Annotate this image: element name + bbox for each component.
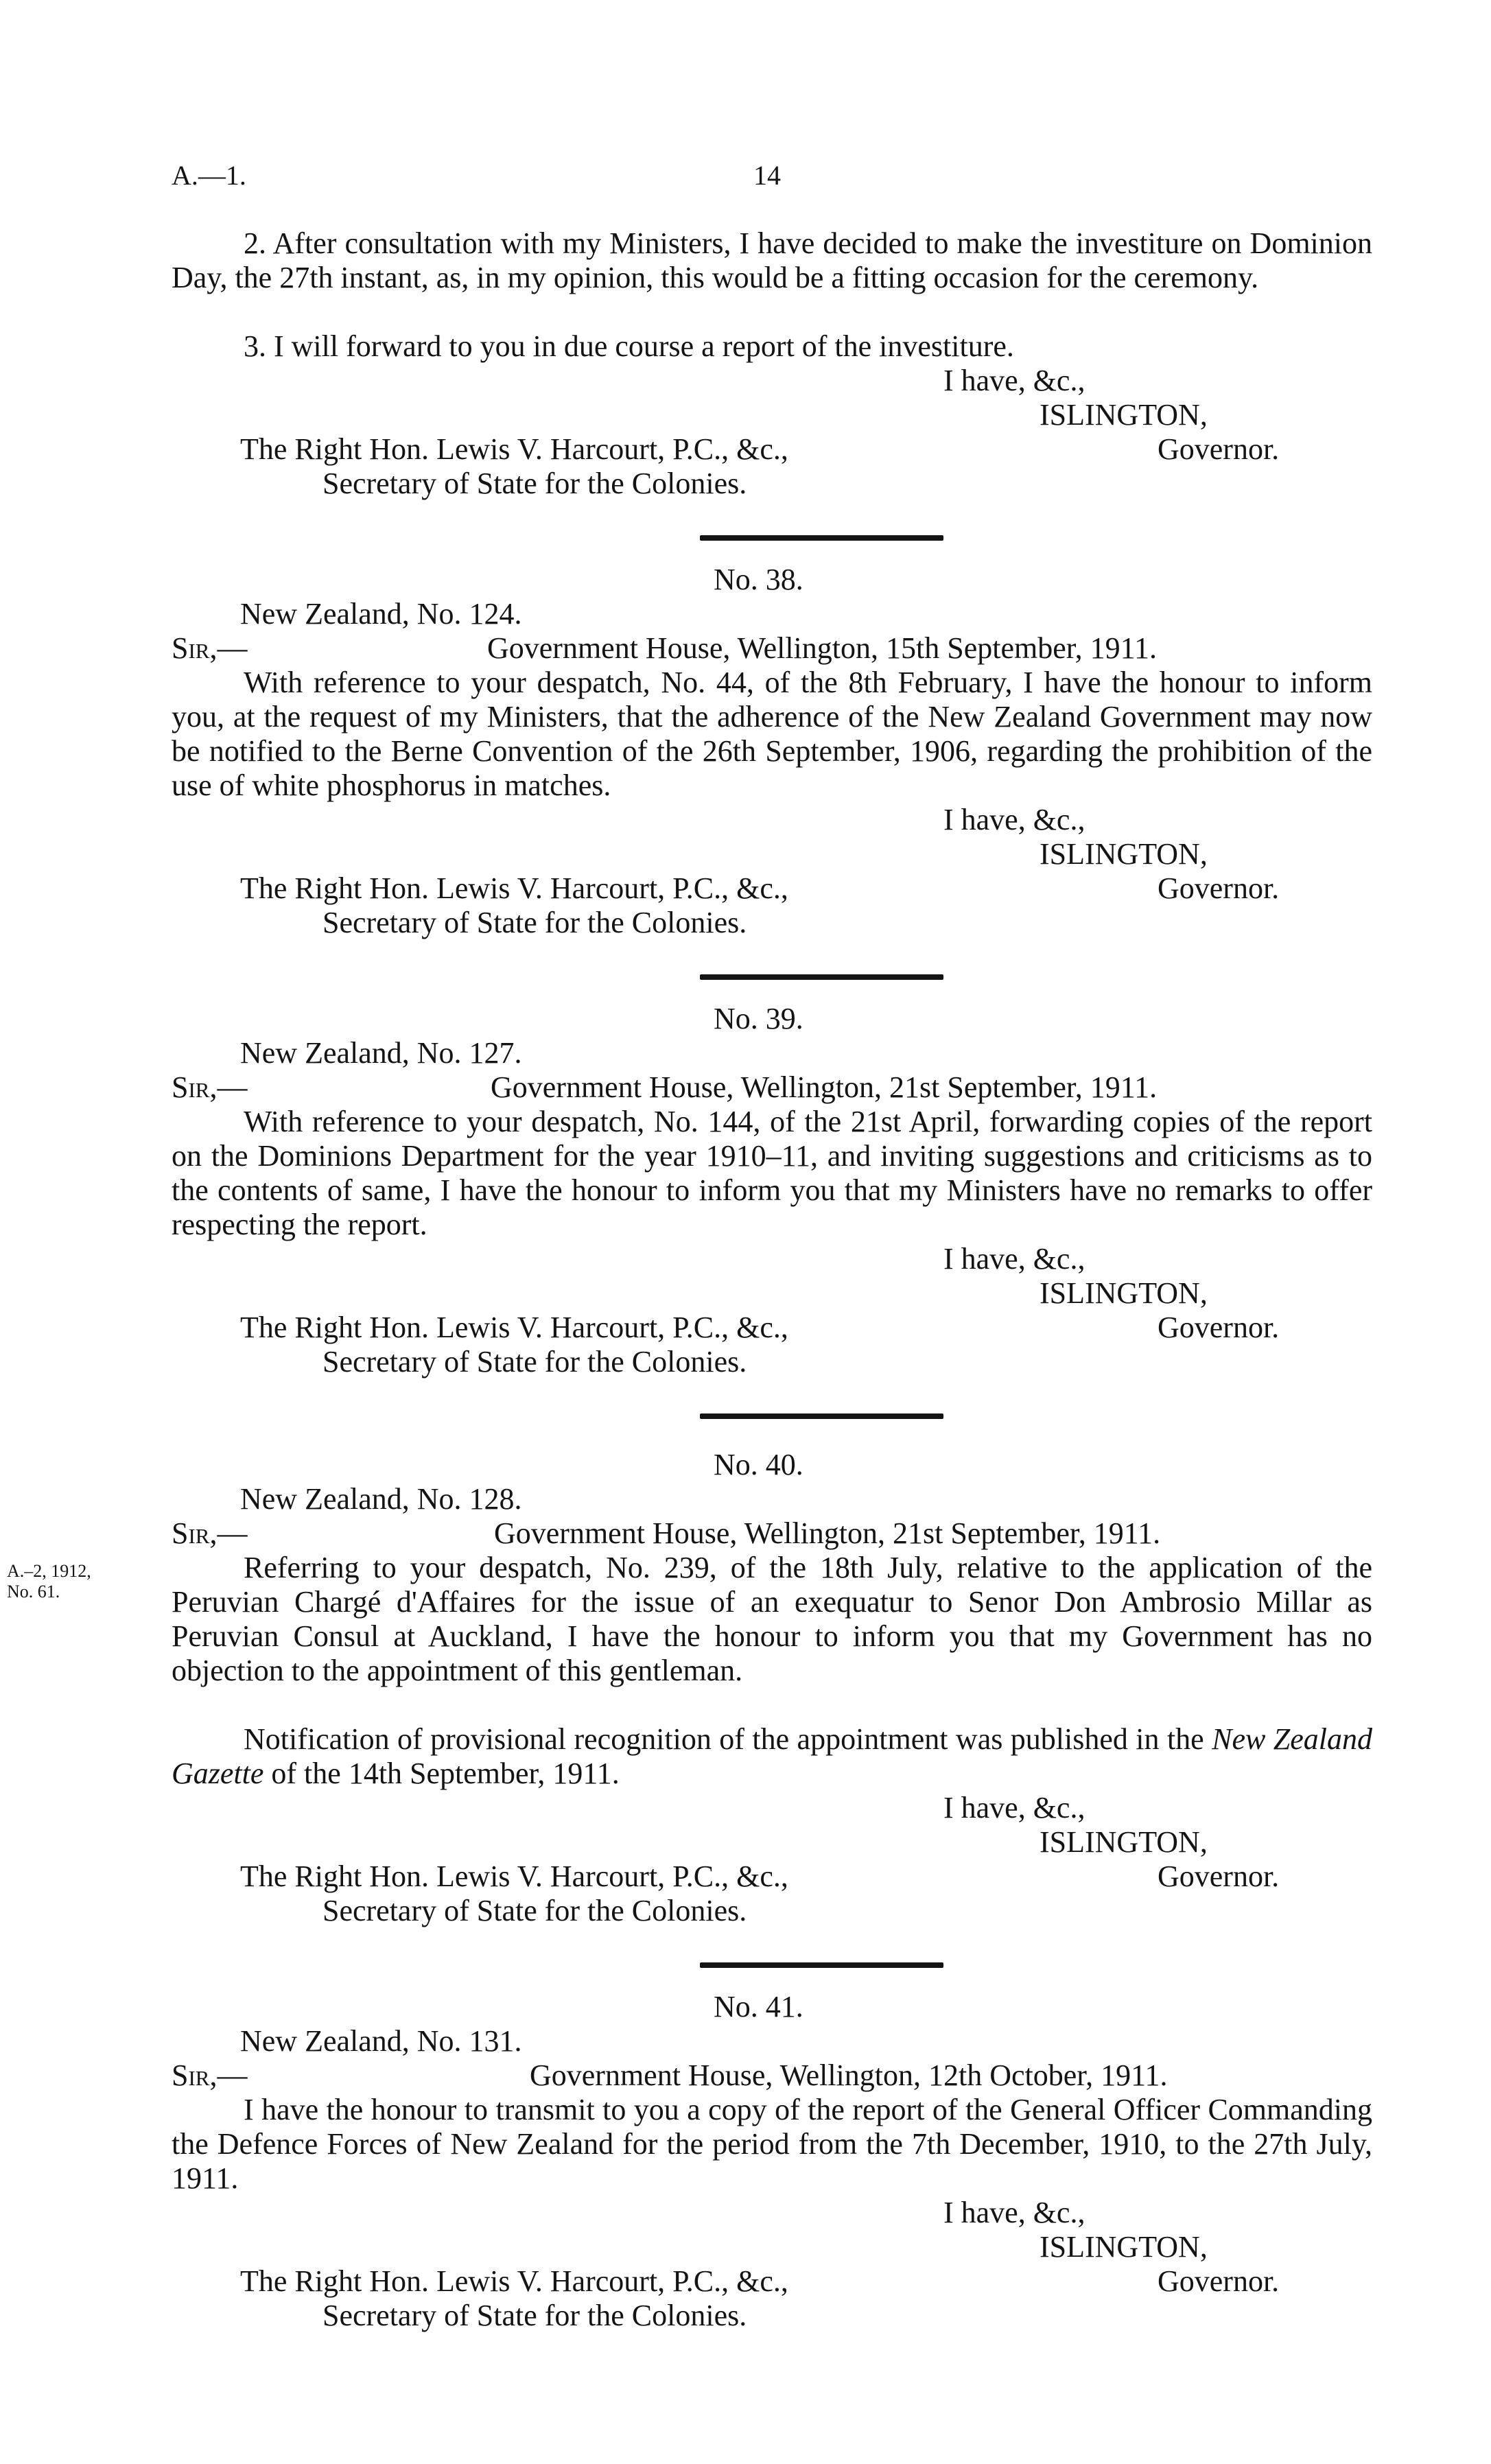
letter-reference: New Zealand, No. 124. bbox=[240, 597, 522, 631]
body-text: of the 14th September, 1911. bbox=[263, 1757, 620, 1790]
location-date: Government House, Wellington, 12th October, 1911. bbox=[530, 2058, 1168, 2092]
signer-title: Governor. bbox=[1158, 2264, 1280, 2298]
letter-reference: New Zealand, No. 131. bbox=[240, 2024, 522, 2058]
closing: I have, &c., bbox=[943, 803, 1085, 836]
addressee: The Right Hon. Lewis V. Harcourt, P.C., &c., bbox=[240, 871, 788, 905]
letter-number: No. 40. bbox=[714, 1448, 803, 1481]
margin-reference: A.–2, 1912, bbox=[7, 1561, 91, 1581]
letter-number: No. 38. bbox=[714, 563, 803, 596]
body-text: Notification of provisional recognition of the appointment was published in the bbox=[244, 1722, 1212, 1756]
addressee: The Right Hon. Lewis V. Harcourt, P.C., &c., bbox=[240, 2264, 788, 2298]
salutation: Sir,— bbox=[172, 1070, 248, 1104]
series-label: A.—1. bbox=[172, 160, 246, 191]
intro-paragraph-2: 2. After consultation with my Ministers, I have decided to make the investiture on Dominion Day, the 27th instant, as, in my opinion, this would be a fitting occasion for the ceremony. bbox=[172, 226, 1372, 294]
signer: ISLINGTON, bbox=[1040, 1276, 1208, 1310]
signer: ISLINGTON, bbox=[1040, 1825, 1208, 1859]
section-divider bbox=[700, 535, 943, 541]
closing: I have, &c., bbox=[943, 1791, 1085, 1824]
signer-title: Governor. bbox=[1158, 871, 1280, 905]
intro-paragraph-3: 3. I will forward to you in due course a report of the investiture. bbox=[244, 329, 1014, 363]
letter-body: Referring to your despatch, No. 239, of the 18th July, relative to the application of the Peruvian Chargé d'Affaires for the issue of an exequatur to Senor Don Ambrosio Millar as Peruvian Consul at Auckland, I have the honour to inform you that my Government has no objection to the appointment of this gentleman. bbox=[172, 1551, 1372, 1687]
letter-number: No. 41. bbox=[714, 1990, 803, 2023]
letter-reference: New Zealand, No. 127. bbox=[240, 1036, 522, 1070]
signer: ISLINGTON, bbox=[1040, 2230, 1208, 2264]
signer-title: Governor. bbox=[1158, 1311, 1280, 1344]
addressee-office: Secretary of State for the Colonies. bbox=[322, 467, 747, 500]
location-date: Government House, Wellington, 21st September, 1911. bbox=[491, 1070, 1158, 1104]
addressee-office: Secretary of State for the Colonies. bbox=[322, 1894, 747, 1927]
margin-reference: No. 61. bbox=[7, 1582, 60, 1601]
addressee: The Right Hon. Lewis V. Harcourt, P.C., &c., bbox=[240, 432, 788, 466]
letter-number: No. 39. bbox=[714, 1002, 803, 1035]
closing: I have, &c., bbox=[943, 364, 1085, 397]
signer-title: Governor. bbox=[1158, 432, 1280, 466]
addressee: The Right Hon. Lewis V. Harcourt, P.C., &c., bbox=[240, 1311, 788, 1344]
addressee-office: Secretary of State for the Colonies. bbox=[322, 2299, 747, 2332]
salutation: Sir,— bbox=[172, 2058, 248, 2092]
location-date: Government House, Wellington, 15th September, 1911. bbox=[487, 631, 1157, 665]
letter-body: With reference to your despatch, No. 144, of the 21st April, forwarding copies of the report on the Dominions Department for the year 1910–11, and inviting suggestions and criticisms as to the contents of same, I have the honour to inform you that my Ministers have no remarks to offer respecting the report. bbox=[172, 1105, 1372, 1241]
gazette-title: New Zealand Gazette bbox=[172, 1722, 1372, 1790]
salutation: Sir,— bbox=[172, 631, 248, 665]
signer: ISLINGTON, bbox=[1040, 398, 1208, 432]
section-divider bbox=[700, 1413, 943, 1419]
closing: I have, &c., bbox=[943, 2196, 1085, 2229]
letter-body-continued bbox=[172, 1722, 1372, 1791]
addressee-office: Secretary of State for the Colonies. bbox=[322, 906, 747, 939]
section-divider bbox=[700, 974, 943, 980]
letter-body: With reference to your despatch, No. 44, of the 8th February, I have the honour to inform you, at the request of my Ministers, that the adherence of the New Zealand Government may now be notified to the Berne Convention of the 26th September, 1906, regarding the prohibition of the use of white phosphorus in matches. bbox=[172, 666, 1372, 802]
addressee-office: Secretary of State for the Colonies. bbox=[322, 1345, 747, 1378]
section-divider bbox=[700, 1962, 943, 1968]
signer-title: Governor. bbox=[1158, 1859, 1280, 1893]
closing: I have, &c., bbox=[943, 1242, 1085, 1276]
signer: ISLINGTON, bbox=[1040, 837, 1208, 871]
addressee: The Right Hon. Lewis V. Harcourt, P.C., &c., bbox=[240, 1859, 788, 1893]
location-date: Government House, Wellington, 21st September, 1911. bbox=[494, 1516, 1161, 1550]
page-number: 14 bbox=[753, 160, 781, 191]
letter-reference: New Zealand, No. 128. bbox=[240, 1482, 522, 1516]
letter-body: I have the honour to transmit to you a copy of the report of the General Officer Commanding the Defence Forces of New Zealand for the period from the 7th December, 1910, to the 27th July, 1911. bbox=[172, 2093, 1372, 2195]
salutation: Sir,— bbox=[172, 1516, 248, 1550]
